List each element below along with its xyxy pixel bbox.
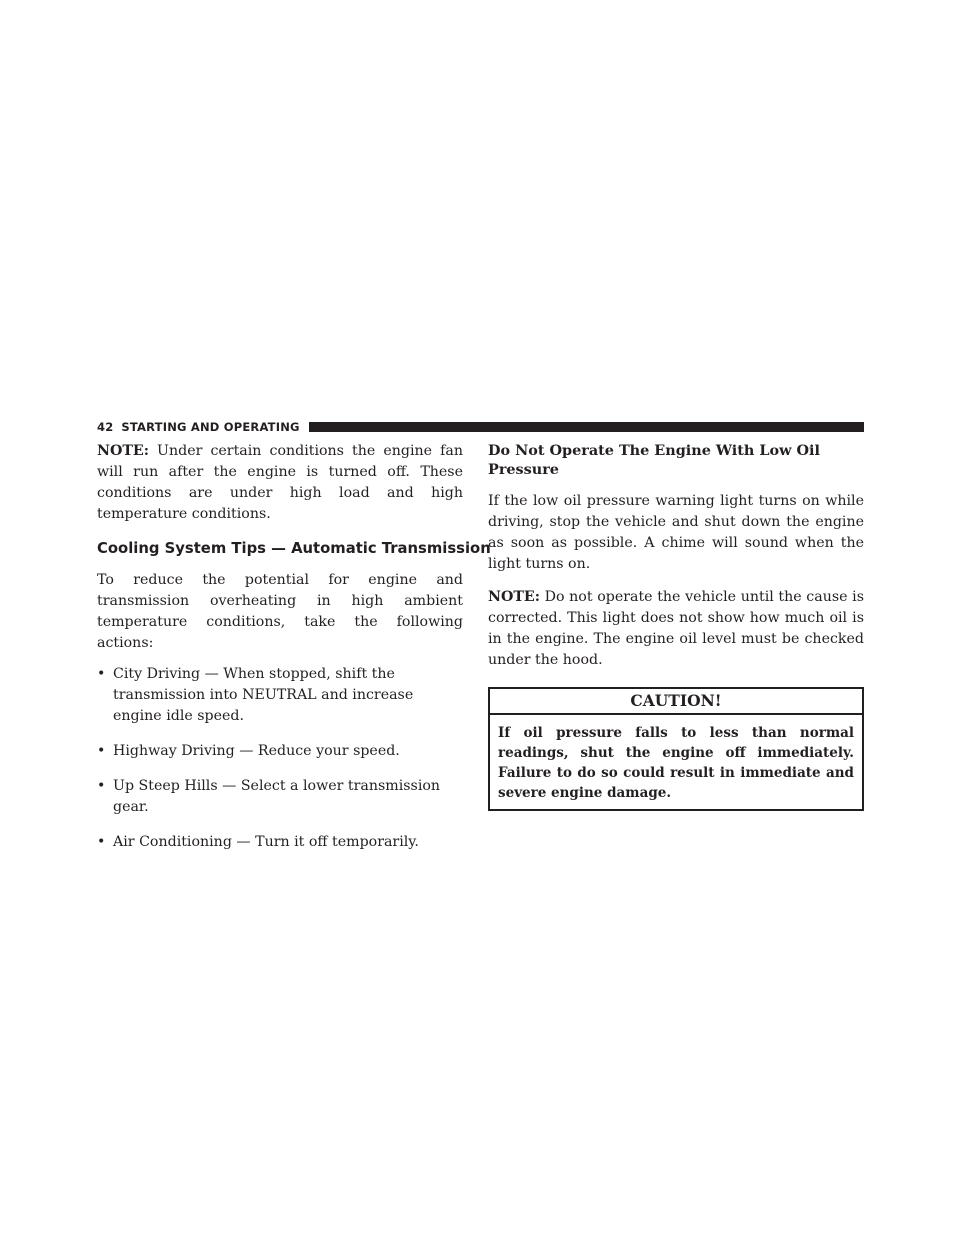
page-number: 42 — [97, 420, 114, 434]
list-item — [97, 664, 463, 727]
caution-box — [488, 687, 864, 811]
intro-paragraph: To reduce the potential for engine and transmission overheating in high ambient temperature conditions, take the following actions: — [97, 572, 463, 651]
note-text: Do not operate the vehicle until the cause is corrected. This light does not show how much oil is in the engine. The engine oil level must be checked under the hood. — [488, 589, 864, 668]
right-column — [488, 441, 864, 811]
bullet-icon: • — [97, 834, 106, 850]
list-item-text: Highway Driving — Reduce your speed. — [113, 743, 400, 759]
caution-title: CAUTION! — [490, 689, 862, 715]
bullet-icon: • — [97, 743, 106, 759]
list-item — [97, 776, 463, 818]
list-item-text: Air Conditioning — Turn it off temporarily. — [113, 834, 419, 850]
note-label: NOTE: — [97, 443, 149, 459]
sub-heading: Do Not Operate The Engine With Low Oil Pressure — [488, 442, 820, 478]
oil-pressure-paragraph: If the low oil pressure warning light turns on while driving, stop the vehicle and shut down the engine as soon as possible. A chime will sound when the light turns on. — [488, 493, 864, 572]
header-rule — [309, 422, 864, 432]
tips-list — [97, 664, 463, 853]
list-item — [97, 832, 463, 853]
caution-body: If oil pressure falls to less than normal readings, shut the engine off immediately. Failure to do so could result in immediate and severe engine damage. — [498, 725, 854, 801]
bullet-icon: • — [97, 666, 106, 682]
list-item-text: City Driving — When stopped, shift the transmission into NEUTRAL and increase engine idle speed. — [113, 666, 414, 724]
section-title: STARTING AND OPERATING — [121, 420, 300, 434]
note-paragraph — [488, 587, 864, 671]
bullet-icon: • — [97, 778, 106, 794]
list-item-text: Up Steep Hills — Select a lower transmission gear. — [113, 778, 441, 815]
note-paragraph — [97, 441, 463, 525]
note-label: NOTE: — [488, 589, 540, 605]
note-text: Under certain conditions the engine fan will run after the engine is turned off. These conditions are under high load and high temperature conditions. — [97, 443, 463, 522]
section-heading: Cooling System Tips — Automatic Transmission — [97, 540, 491, 557]
list-item — [97, 741, 463, 762]
page-header — [97, 417, 864, 437]
left-column — [97, 441, 491, 867]
